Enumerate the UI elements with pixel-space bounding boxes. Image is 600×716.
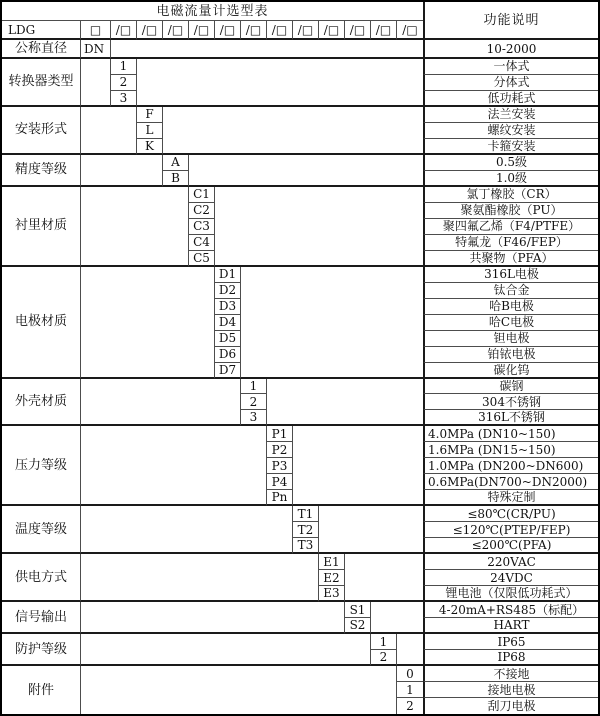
desc-cell: 220VAC bbox=[423, 554, 598, 570]
empty-cell bbox=[81, 187, 189, 267]
desc-cell: ≤80℃(CR/PU) bbox=[423, 506, 598, 522]
desc-cell: 10-2000 bbox=[423, 40, 598, 59]
code-cell: D4 bbox=[215, 315, 241, 331]
code-cell: P3 bbox=[267, 458, 293, 474]
empty-cell bbox=[371, 602, 423, 634]
group-label: 外壳材质 bbox=[2, 379, 81, 427]
code-cell: D2 bbox=[215, 283, 241, 299]
desc-cell: 接地电极 bbox=[423, 682, 598, 698]
code-cell: Pn bbox=[267, 490, 293, 506]
code-cell: K bbox=[137, 139, 163, 155]
group-label: 信号输出 bbox=[2, 602, 81, 634]
empty-cell bbox=[215, 187, 423, 267]
code-cell: C5 bbox=[189, 251, 215, 267]
desc-cell: 共聚物（PFA） bbox=[423, 251, 598, 267]
header-code-box: /□ bbox=[137, 21, 163, 40]
desc-cell: 哈C电极 bbox=[423, 315, 598, 331]
desc-cell: 1.0级 bbox=[423, 171, 598, 187]
table-title: 电磁流量计选型表 bbox=[2, 2, 423, 21]
empty-cell bbox=[111, 40, 423, 59]
code-cell: E2 bbox=[319, 570, 345, 586]
desc-cell: 钽电极 bbox=[423, 331, 598, 347]
group-label: 电极材质 bbox=[2, 267, 81, 379]
empty-cell bbox=[81, 666, 397, 714]
desc-cell: 0.5级 bbox=[423, 155, 598, 171]
desc-cell: 24VDC bbox=[423, 570, 598, 586]
group-label: 公称直径 bbox=[2, 40, 81, 59]
header-code-box: /□ bbox=[189, 21, 215, 40]
header-code-box: /□ bbox=[241, 21, 267, 40]
desc-cell: 4.0MPa (DN10~150) bbox=[423, 426, 598, 442]
empty-cell bbox=[319, 506, 423, 554]
desc-cell: 1.0MPa (DN200~DN600) bbox=[423, 458, 598, 474]
desc-cell: 钛合金 bbox=[423, 283, 598, 299]
code-cell: C4 bbox=[189, 235, 215, 251]
desc-cell: 卡箍安装 bbox=[423, 139, 598, 155]
code-cell: 2 bbox=[111, 75, 137, 91]
desc-cell: 铂铱电极 bbox=[423, 347, 598, 363]
group-label: 防护等级 bbox=[2, 634, 81, 666]
header-code-box: /□ bbox=[293, 21, 319, 40]
group-label: 压力等级 bbox=[2, 426, 81, 506]
code-cell: E3 bbox=[319, 586, 345, 602]
empty-cell bbox=[81, 506, 293, 554]
header-code-box: /□ bbox=[267, 21, 293, 40]
code-cell: 1 bbox=[241, 379, 267, 395]
code-cell: E1 bbox=[319, 554, 345, 570]
code-cell: T1 bbox=[293, 506, 319, 522]
code-cell: 2 bbox=[241, 394, 267, 410]
desc-cell: 316L不锈钢 bbox=[423, 410, 598, 426]
code-cell: C1 bbox=[189, 187, 215, 203]
desc-cell: 氯丁橡胶（CR） bbox=[423, 187, 598, 203]
group-label: 供电方式 bbox=[2, 554, 81, 602]
code-cell: A bbox=[163, 155, 189, 171]
empty-cell bbox=[267, 379, 423, 427]
code-cell: T3 bbox=[293, 538, 319, 554]
group-label: 衬里材质 bbox=[2, 187, 81, 267]
desc-cell: IP68 bbox=[423, 650, 598, 666]
empty-cell bbox=[345, 554, 423, 602]
code-cell: DN bbox=[81, 40, 111, 59]
desc-cell: ≤120℃(PTEP/FEP) bbox=[423, 522, 598, 538]
desc-cell: 0.6MPa(DN700~DN2000) bbox=[423, 474, 598, 490]
code-cell: D6 bbox=[215, 347, 241, 363]
code-cell: D7 bbox=[215, 363, 241, 379]
header-code-box: /□ bbox=[215, 21, 241, 40]
function-column-title: 功能说明 bbox=[423, 2, 598, 40]
desc-cell: 碳钢 bbox=[423, 379, 598, 395]
desc-cell: 4-20mA+RS485（标配） bbox=[423, 602, 598, 618]
header-code-box: /□ bbox=[319, 21, 345, 40]
desc-cell: 304不锈钢 bbox=[423, 394, 598, 410]
code-cell: P4 bbox=[267, 474, 293, 490]
code-cell: T2 bbox=[293, 522, 319, 538]
code-cell: S1 bbox=[345, 602, 371, 618]
code-cell: D1 bbox=[215, 267, 241, 283]
desc-cell: 碳化钨 bbox=[423, 363, 598, 379]
group-label: 安装形式 bbox=[2, 107, 81, 155]
code-cell: D5 bbox=[215, 331, 241, 347]
desc-cell: 一体式 bbox=[423, 59, 598, 75]
empty-cell bbox=[81, 59, 111, 107]
model-prefix: LDG bbox=[2, 21, 81, 40]
header-code-box: /□ bbox=[163, 21, 189, 40]
empty-cell bbox=[81, 426, 267, 506]
empty-cell bbox=[81, 554, 319, 602]
code-cell: L bbox=[137, 123, 163, 139]
desc-cell: 刮刀电极 bbox=[423, 698, 598, 714]
code-cell: F bbox=[137, 107, 163, 123]
group-label: 温度等级 bbox=[2, 506, 81, 554]
empty-cell bbox=[81, 634, 371, 666]
first-code-box: □ bbox=[81, 21, 111, 40]
empty-cell bbox=[81, 379, 241, 427]
code-cell: 3 bbox=[111, 91, 137, 107]
code-cell: D3 bbox=[215, 299, 241, 315]
desc-cell: 聚四氟乙烯（F4/PTFE） bbox=[423, 219, 598, 235]
empty-cell bbox=[137, 59, 423, 107]
code-cell: 1 bbox=[397, 682, 423, 698]
group-label: 精度等级 bbox=[2, 155, 81, 187]
code-cell: 3 bbox=[241, 410, 267, 426]
code-cell: 2 bbox=[406, 699, 414, 713]
desc-cell: 哈B电极 bbox=[423, 299, 598, 315]
empty-cell bbox=[81, 602, 345, 634]
desc-cell: 特氟龙（F46/FEP） bbox=[423, 235, 598, 251]
empty-cell bbox=[163, 107, 423, 155]
empty-cell bbox=[81, 107, 137, 155]
desc-cell: 法兰安装 bbox=[423, 107, 598, 123]
code-cell: P1 bbox=[267, 426, 293, 442]
desc-cell: 不接地 bbox=[423, 666, 598, 682]
desc-cell: 316L电极 bbox=[423, 267, 598, 283]
desc-cell: 分体式 bbox=[423, 75, 598, 91]
empty-cell bbox=[241, 267, 423, 379]
header-code-box: /□ bbox=[397, 21, 423, 40]
code-cell: P2 bbox=[267, 442, 293, 458]
empty-cell bbox=[293, 426, 423, 506]
empty-cell bbox=[397, 634, 423, 666]
empty-cell bbox=[189, 155, 423, 187]
desc-cell: 1.6MPa (DN15~150) bbox=[423, 442, 598, 458]
group-label: 附件 bbox=[2, 666, 81, 714]
code-cell: B bbox=[163, 171, 189, 187]
code-cell: 0 bbox=[397, 666, 423, 682]
code-cell: 2 bbox=[371, 650, 397, 666]
desc-cell: HART bbox=[423, 618, 598, 634]
desc-cell: 螺纹安装 bbox=[423, 123, 598, 139]
code-cell: 1 bbox=[111, 59, 137, 75]
header-code-box: /□ bbox=[345, 21, 371, 40]
code-cell: S2 bbox=[345, 618, 371, 634]
header-code-box: /□ bbox=[371, 21, 397, 40]
desc-cell: 低功耗式 bbox=[423, 91, 598, 107]
desc-cell: 锂电池（仅限低功耗式） bbox=[423, 586, 598, 602]
header-code-box: /□ bbox=[111, 21, 137, 40]
empty-cell bbox=[81, 155, 163, 187]
code-cell: 1 bbox=[371, 634, 397, 650]
group-label: 转换器类型 bbox=[2, 59, 81, 107]
desc-cell: ≤200℃(PFA) bbox=[423, 538, 598, 554]
empty-cell bbox=[81, 267, 215, 379]
desc-cell: 聚氨酯橡胶（PU） bbox=[423, 203, 598, 219]
desc-cell: IP65 bbox=[423, 634, 598, 650]
code-cell: C3 bbox=[189, 219, 215, 235]
code-cell: C2 bbox=[189, 203, 215, 219]
desc-cell: 特殊定制 bbox=[423, 490, 598, 506]
